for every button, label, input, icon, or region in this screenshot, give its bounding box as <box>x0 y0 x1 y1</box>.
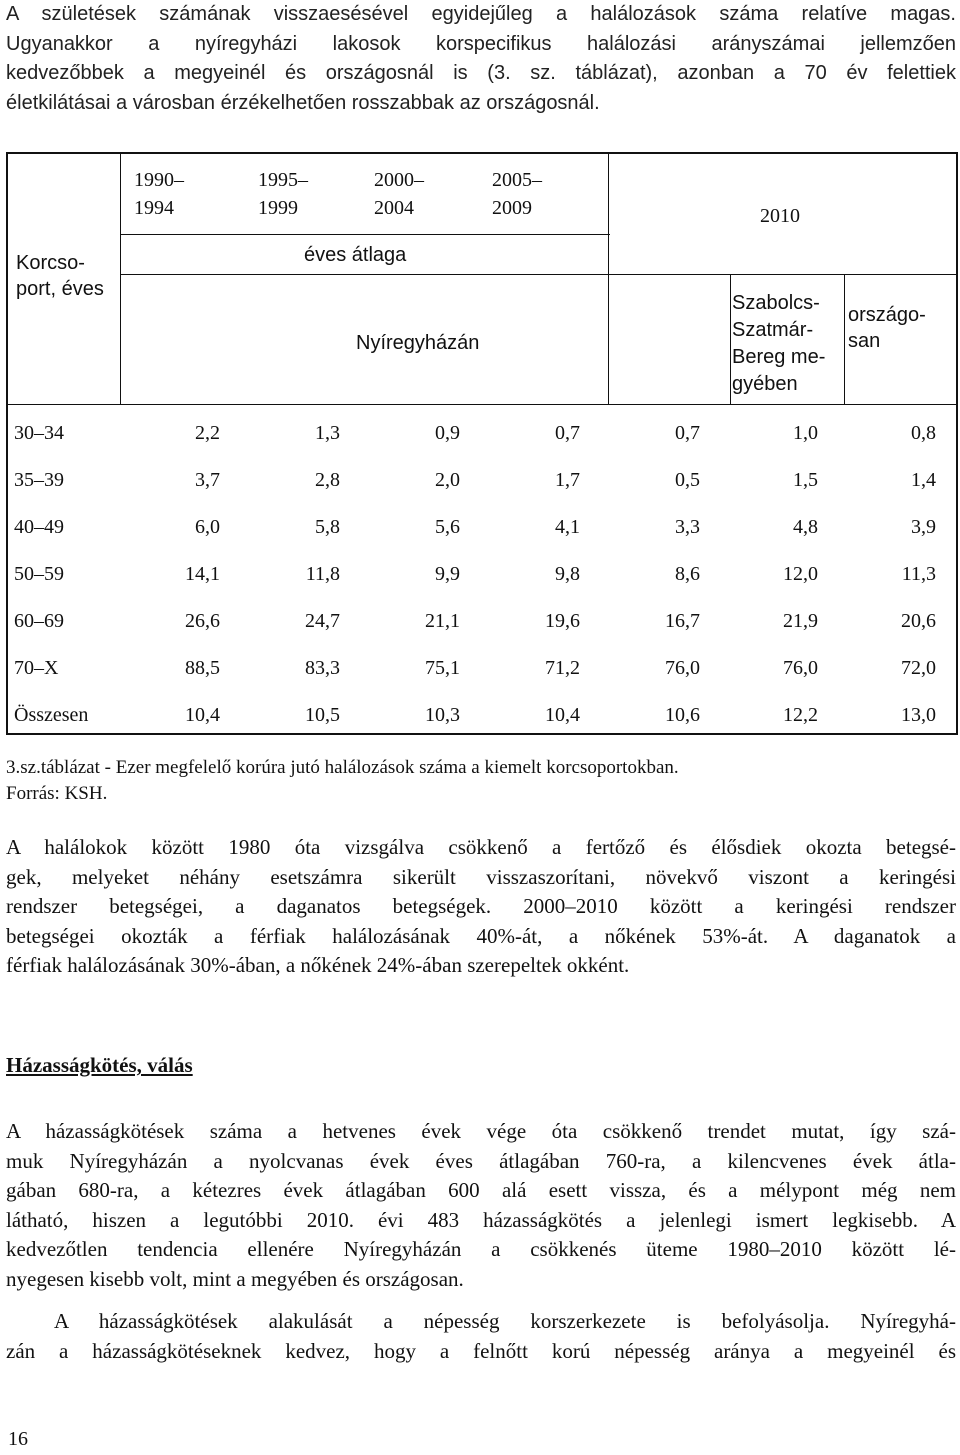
row-label: 30–34 <box>14 422 64 444</box>
table-cell: 0,5 <box>675 469 700 491</box>
paragraph-causes-of-death <box>6 833 956 981</box>
table-cell: 0,9 <box>435 422 460 444</box>
text-line: gában 680-ra, a kétezres évek átlagában 600 alá esett vissza, és a mélypont még nem <box>6 1178 956 1202</box>
paragraph-age-structure <box>6 1307 956 1366</box>
table-cell: 3,7 <box>195 469 220 491</box>
text-line: betegségei okozták a férfiak halálozásának 40%-át, a nőkének 53%-át. A daganatok a <box>6 923 956 948</box>
table-cell: 88,5 <box>185 657 220 679</box>
header-national: országo- san <box>848 304 926 352</box>
caption-text: 3.sz.táblázat - Ezer megfelelő korúra jutó halálozások száma a kiemelt korcsoportokban. <box>6 757 679 778</box>
paragraph-marriages <box>6 1117 956 1294</box>
table-cell: 76,0 <box>783 657 818 679</box>
table-cell: 71,2 <box>545 657 580 679</box>
table-cell: 26,6 <box>185 610 220 632</box>
table-cell: 10,4 <box>545 704 580 726</box>
table-cell: 14,1 <box>185 563 220 585</box>
text-line: zán a házasságkötéseknek kedvez, hogy a felnőtt korú népesség aránya a megyeinél és <box>6 1338 956 1363</box>
table-cell: 24,7 <box>305 610 340 632</box>
text-line: életkilátásai a városban érzékelhetően rosszabbak az országosnál. <box>6 91 600 114</box>
table-cell: 1,7 <box>555 469 580 491</box>
table-cell: 4,1 <box>555 516 580 538</box>
text-line: kedvezőbbek a megyeinél és országosnál is (3. sz. táblázat), azonban a 70 év felettiek <box>6 62 956 84</box>
table-cell: 75,1 <box>425 657 460 679</box>
table-cell: 13,0 <box>901 704 936 726</box>
table-cell: 83,3 <box>305 657 340 679</box>
text-line: Ugyanakkor a nyíregyházi lakosok korspecifikus halálozási arányszámai jellemzően <box>6 32 956 55</box>
table-row <box>8 645 956 691</box>
header-agegroup: Korcso- port, éves <box>16 252 104 300</box>
table-cell: 2,0 <box>435 469 460 491</box>
table-cell: 16,7 <box>665 610 700 632</box>
text-line: látható, hiszen a legutóbbi 2010. évi 483 házasságkötés a jelenlegi ismert legkisebb. A <box>6 1207 956 1232</box>
table-cell: 0,8 <box>911 422 936 444</box>
table-cell: 20,6 <box>901 610 936 632</box>
table-row <box>8 504 956 550</box>
table-cell: 1,3 <box>315 422 340 444</box>
table-cell: 0,7 <box>555 422 580 444</box>
page-number: 16 <box>8 1428 28 1450</box>
text-line: A halálokok között 1980 óta vizsgálva csökkenő a fertőző és élősdiek okozta betegsé- <box>6 835 956 859</box>
table-row <box>8 598 956 644</box>
table-cell: 5,6 <box>435 516 460 538</box>
table-cell: 3,9 <box>911 516 936 538</box>
table-cell: 10,5 <box>305 704 340 726</box>
header-period-1990: 1990– 1994 <box>134 169 184 219</box>
text-line: muk Nyíregyházán a nyolcvanas évek éves átlagában 760-ra, a kilencvenes évek átla- <box>6 1148 956 1173</box>
row-label: 35–39 <box>14 469 64 491</box>
row-label: 40–49 <box>14 516 64 538</box>
table-cell: 0,7 <box>675 422 700 444</box>
table-cell: 4,8 <box>793 516 818 538</box>
header-period-2005: 2005– 2009 <box>492 169 542 219</box>
mortality-table <box>6 152 958 735</box>
table-cell: 21,1 <box>425 610 460 632</box>
table-cell: 12,2 <box>783 704 818 726</box>
table-cell: 8,6 <box>675 563 700 585</box>
table-cell: 9,9 <box>435 563 460 585</box>
table-cell: 1,0 <box>793 422 818 444</box>
table-cell: 12,0 <box>783 563 818 585</box>
text-line: férfiak halálozásának 30%-ában, a nőkének 24%-ában szerepeltek okként. <box>6 953 630 977</box>
header-period-2000: 2000– 2004 <box>374 169 424 219</box>
header-county: Szabolcs- Szatmár- Bereg me- gyében <box>732 292 826 395</box>
table-row <box>8 551 956 597</box>
table-cell: 10,4 <box>185 704 220 726</box>
table-caption <box>6 755 679 807</box>
text-line: gek, melyeket néhány esetszámra sikerült visszaszorítani, növekvő viszont a keringési <box>6 864 956 889</box>
table-row <box>8 457 956 503</box>
section-heading: Házasságkötés, válás <box>6 1053 193 1077</box>
text-line: A születések számának visszaesésével egyidejűleg a halálozások száma relatíve magas. <box>6 3 956 25</box>
header-city: Nyíregyházán <box>356 332 480 354</box>
header-year-2010: 2010 <box>760 205 800 227</box>
table-row <box>8 410 956 456</box>
text-line: nyegesen kisebb volt, mint a megyében és országosan. <box>6 1266 464 1291</box>
table-cell: 6,0 <box>195 516 220 538</box>
header-annual-average: éves átlaga <box>304 244 407 266</box>
table-cell: 1,4 <box>911 469 936 491</box>
table-row <box>8 692 956 738</box>
table-cell: 3,3 <box>675 516 700 538</box>
table-cell: 72,0 <box>901 657 936 679</box>
row-label: 60–69 <box>14 610 64 632</box>
table-cell: 2,2 <box>195 422 220 444</box>
text-line: rendszer betegségei, a daganatos betegségek. 2000–2010 között a keringési rendszer <box>6 894 956 918</box>
caption-source: Forrás: KSH. <box>6 783 108 804</box>
header-period-1995: 1995– 1999 <box>258 169 308 219</box>
intro-paragraph <box>6 0 956 118</box>
row-label: Összesen <box>14 704 89 726</box>
table-cell: 76,0 <box>665 657 700 679</box>
row-label: 70–X <box>14 657 59 679</box>
table-cell: 10,6 <box>665 704 700 726</box>
table-cell: 1,5 <box>793 469 818 491</box>
text-line: kedvezőtlen tendencia ellenére Nyíregyházán a csökkenés üteme 1980–2010 között lé- <box>6 1237 956 1261</box>
table-cell: 21,9 <box>783 610 818 632</box>
row-label: 50–59 <box>14 563 64 585</box>
text-line: A házasságkötések alakulását a népesség korszerkezete is befolyásolja. Nyíregyhá- <box>54 1309 956 1333</box>
text-line: A házasságkötések száma a hetvenes évek vége óta csökkenő trendet mutat, így szá- <box>6 1119 956 1143</box>
table-cell: 11,3 <box>901 563 936 585</box>
table-cell: 11,8 <box>305 563 340 585</box>
table-cell: 5,8 <box>315 516 340 538</box>
table-cell: 2,8 <box>315 469 340 491</box>
table-cell: 9,8 <box>555 563 580 585</box>
table-cell: 19,6 <box>545 610 580 632</box>
table-cell: 10,3 <box>425 704 460 726</box>
